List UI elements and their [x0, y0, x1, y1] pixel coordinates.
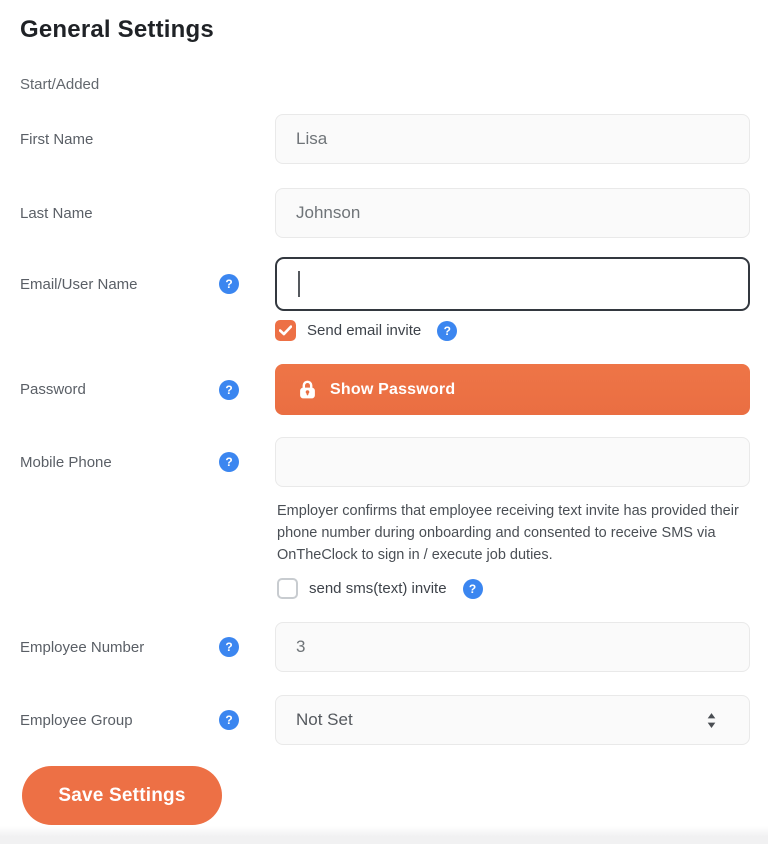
field-row-employee-number — [20, 622, 750, 672]
text-caret — [298, 271, 300, 297]
lock-icon — [299, 380, 316, 399]
employee-number-help-icon[interactable]: ? — [219, 637, 239, 657]
employee-group-value: Not Set — [296, 710, 353, 729]
employee-number-label: Employee Number — [20, 638, 145, 656]
send-email-invite-label[interactable]: Send email invite — [307, 322, 422, 339]
send-email-invite-checkbox[interactable] — [275, 320, 296, 341]
send-email-invite-help-icon[interactable]: ? — [437, 321, 457, 341]
field-row-first-name — [20, 114, 750, 164]
mobile-phone-label-col — [20, 452, 275, 472]
start-added-label: Start/Added — [20, 76, 100, 93]
email-field-col — [275, 257, 750, 311]
employee-group-field-col — [275, 695, 750, 745]
employee-group-help-icon[interactable]: ? — [219, 710, 239, 730]
first-name-label-col — [20, 131, 275, 148]
email-label-col — [20, 274, 275, 294]
employee-group-label: Employee Group — [20, 711, 133, 729]
password-label: Password — [20, 381, 86, 398]
employee-group-label-col — [20, 710, 275, 730]
last-name-field-col — [275, 188, 750, 238]
employee-number-field-col — [275, 622, 750, 672]
checkmark-icon — [279, 325, 292, 336]
mobile-phone-field-col — [275, 437, 750, 487]
mobile-phone-help-icon[interactable]: ? — [219, 452, 239, 472]
field-row-employee-group — [20, 695, 750, 745]
password-help-icon[interactable]: ? — [219, 380, 239, 400]
email-label: Email/User Name — [20, 275, 138, 293]
save-settings-button[interactable]: Save Settings — [22, 766, 222, 825]
first-name-input[interactable] — [275, 114, 750, 164]
send-sms-invite-label[interactable]: send sms(text) invite — [309, 580, 447, 597]
email-help-icon[interactable]: ? — [219, 274, 239, 294]
page-title: General Settings — [20, 16, 214, 43]
send-email-invite-row — [275, 320, 750, 341]
employee-number-label-col — [20, 637, 275, 657]
first-name-field-col — [275, 114, 750, 164]
employee-group-select[interactable] — [275, 695, 750, 745]
field-row-last-name — [20, 188, 750, 238]
mobile-phone-label: Mobile Phone — [20, 453, 112, 471]
show-password-button[interactable] — [275, 364, 750, 415]
show-password-label: Show Password — [330, 380, 456, 398]
field-row-password — [20, 364, 750, 415]
bottom-fade — [0, 826, 768, 844]
field-row-mobile-phone — [20, 437, 750, 487]
password-field-col — [275, 364, 750, 415]
field-row-email — [20, 257, 750, 311]
password-label-col — [20, 380, 275, 400]
last-name-label: Last Name — [20, 204, 93, 222]
employee-number-input[interactable] — [275, 622, 750, 672]
sms-disclaimer-text: Employer confirms that employee receiving text invite has provided their phone number during onboarding and consented to receive SMS via OnTheClock to sign in / execute job duties. — [277, 503, 739, 563]
last-name-label-col — [20, 205, 275, 222]
mobile-phone-input[interactable] — [275, 437, 750, 487]
email-input[interactable] — [275, 257, 750, 311]
send-sms-invite-help-icon[interactable]: ? — [463, 579, 483, 599]
send-sms-invite-row — [277, 578, 750, 599]
select-arrows-icon — [706, 712, 717, 729]
last-name-input[interactable] — [275, 188, 750, 238]
send-sms-invite-checkbox[interactable] — [277, 578, 298, 599]
first-name-label: First Name — [20, 130, 94, 148]
